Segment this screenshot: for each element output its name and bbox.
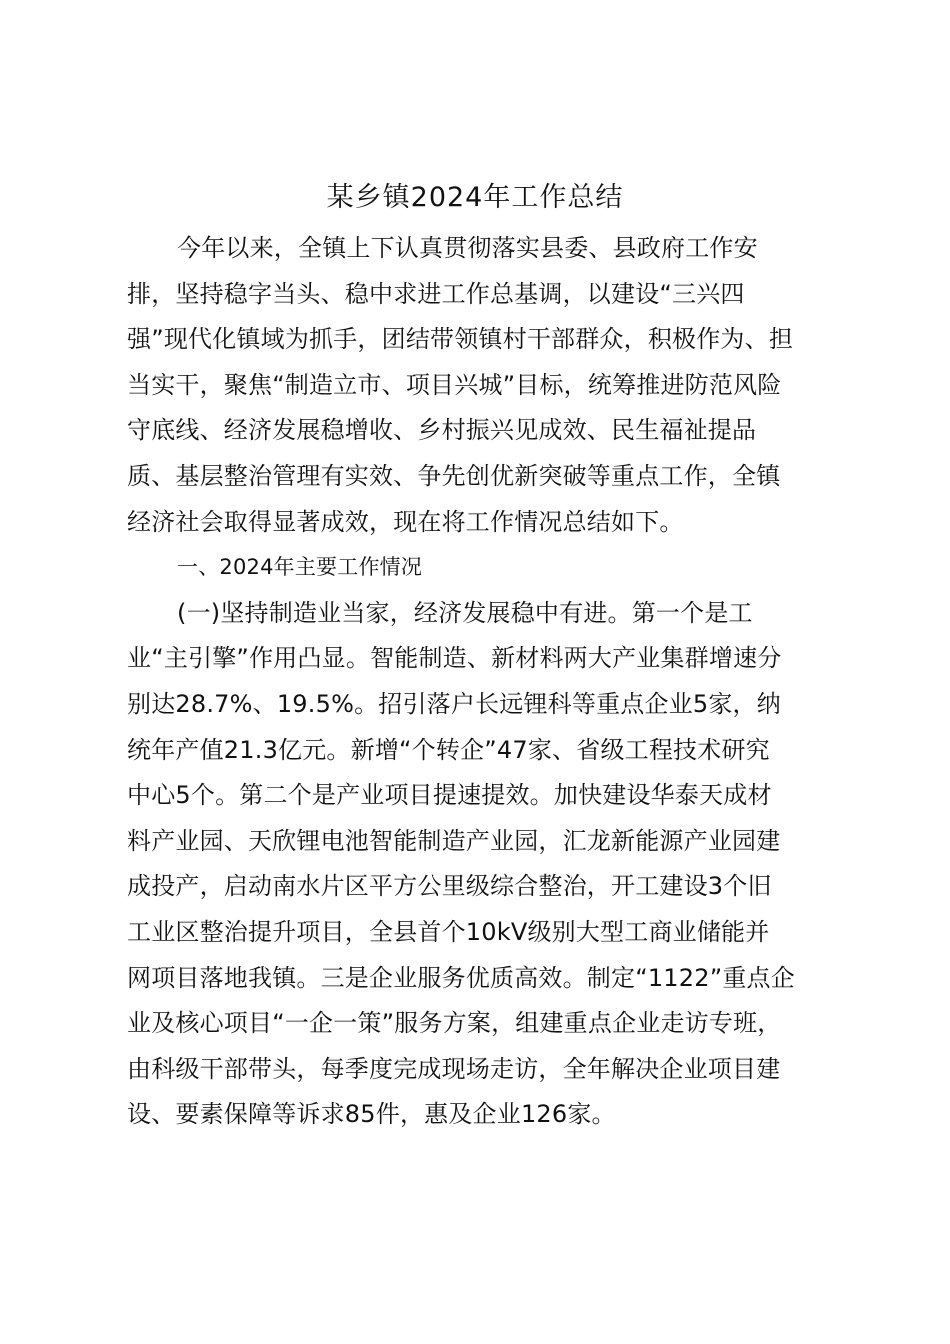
- section-line: 业“主引擎”作用凸显。智能制造、新材料两大产业集群增速分: [127, 644, 782, 673]
- section-line: 业及核心项目“一企一策”服务方案，组建重点企业走访专班，: [127, 1009, 782, 1038]
- section-line: 网项目落地我镇。三是企业服务优质高效。制定“1122”重点企: [127, 963, 795, 992]
- intro-line: 强”现代化镇域为抓手，团结带领镇村干部群众，积极作为、担: [127, 325, 794, 354]
- section-line: (一)坚持制造业当家，经济发展稳中有进。第一个是工: [177, 598, 753, 627]
- section-line: 成投产，启动南水片区平方公里级综合整治，开工建设3个旧: [127, 872, 772, 901]
- section-heading: 一、2024年主要工作情况: [177, 555, 423, 580]
- section-line: 工业区整治提升项目，全县首个10kV级别大型工商业储能并: [127, 917, 770, 946]
- section-line: 由科级干部带头，每季度完成现场走访，全年解决企业项目建: [127, 1054, 781, 1083]
- intro-line: 守底线、经济发展稳增收、乡村振兴见成效、民生福祉提品: [127, 416, 757, 445]
- document-body: [127, 226, 832, 1138]
- intro-line: 今年以来，全镇上下认真贯彻落实县委、县政府工作安: [177, 234, 758, 262]
- section-line: 统年产值21.3亿元。新增“个转企”47家、省级工程技术研究: [127, 735, 770, 764]
- intro-line: 质、基层整治管理有实效、争先创优新突破等重点工作，全镇: [127, 461, 781, 490]
- section-line: 别达28.7%、19.5%。招引落户长远锂科等重点企业5家，纳: [127, 689, 781, 718]
- document-title: 某乡镇2024年工作总结: [326, 182, 624, 213]
- section-line: 料产业园、天欣锂电池智能制造产业园，汇龙新能源产业园建: [127, 826, 781, 855]
- intro-line: 经济社会取得显著成效，现在将工作情况总结如下。: [127, 507, 684, 536]
- section-line: 设、要素保障等诉求85件，惠及企业126家。: [127, 1100, 616, 1129]
- intro-line: 排，坚持稳字当头、稳中求进工作总基调，以建设“三兴四: [127, 279, 745, 308]
- intro-line: 当实干，聚焦“制造立市、项目兴城”目标，统筹推进防范风险: [127, 370, 782, 399]
- section-line: 中心5个。第二个是产业项目提速提效。加快建设华泰天成材: [127, 781, 772, 810]
